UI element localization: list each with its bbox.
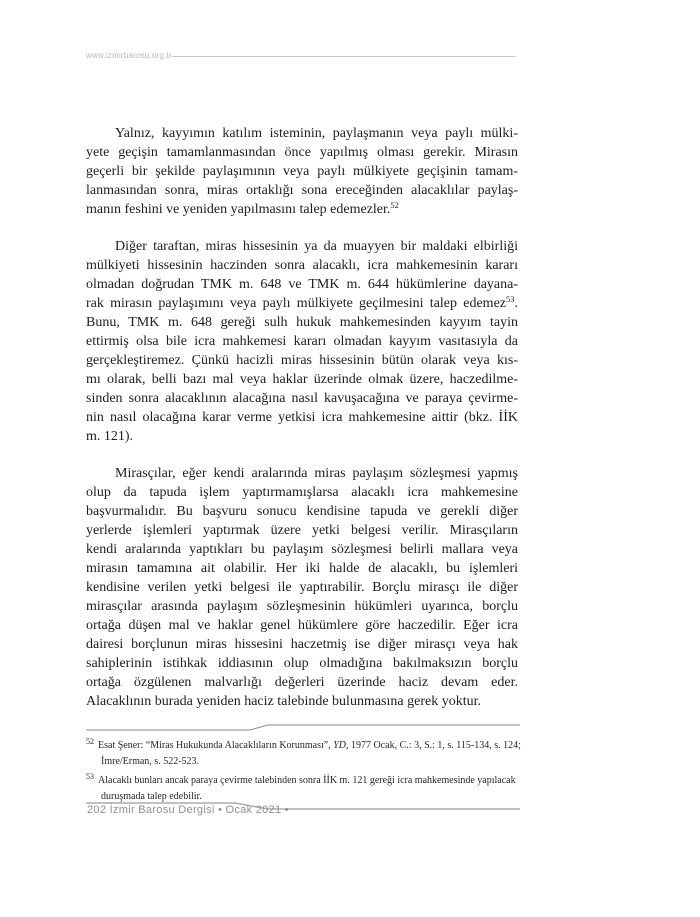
text-segment: Alacaklının burada yeniden haciz talebinde bulunmasına gerek yoktur. — [86, 694, 481, 709]
text-segment: ortağa düşen mal ve haklar genel hükümlere göre haczedilir. Eğer icra — [86, 618, 518, 633]
paragraph — [86, 237, 518, 446]
text-line — [86, 332, 518, 351]
text-line — [86, 294, 518, 313]
footnote-number: 52 — [86, 737, 94, 746]
text-line — [86, 483, 518, 502]
text-segment: başvurmalıdır. Bu başvuru sonucu kendisine tapuda ve gerekli diğer — [86, 504, 518, 519]
text-line — [86, 370, 518, 389]
text-line — [86, 200, 518, 219]
text-segment: rak mirasın paylaşımını veya paylı mülkiyete geçilmesini talep edemez — [86, 296, 506, 311]
text-line — [86, 521, 518, 540]
text-segment: kendisine verilen yetki belgesi ile yaptırabilir. Borçlu mirasçı ile diğer — [86, 580, 518, 595]
text-segment: mirasın tamamına ait olabilir. Her iki halde de alacaklı, bu işlemleri — [86, 561, 518, 576]
paragraph — [86, 464, 518, 711]
text-segment: mı olarak, belli bazı mal veya haklar üzerinde olmak üzere, haczedilme- — [86, 372, 518, 387]
text-segment: yete geçişin tamamlanmasından önce yapılmış olması gerekir. Mirasın — [86, 145, 518, 160]
text-line — [86, 143, 518, 162]
text-line — [86, 616, 518, 635]
journal-url: www.izmirbarosu.org.tr — [86, 51, 172, 60]
text-segment: dairesi borçlunun miras hissesini haczetmiş ise diğer mirasçı veya hak — [86, 637, 518, 652]
text-segment: gerçekleştiremez. Çünkü hacizli miras hissesinin bütün olarak veya kıs- — [86, 353, 518, 368]
text-segment: manın feshini ve yeniden yapılmasını talep edemezler. — [86, 202, 391, 217]
text-line — [86, 464, 518, 483]
text-segment: mülkiyeti hissesinin haczinden sonra alacaklı, icra mahkemesinin kararı — [86, 258, 518, 273]
text-segment: kendi aralarında yaptıkları bu paylaşım sözleşmesi belirli mallara veya — [86, 542, 518, 557]
text-segment: olup da tapuda işlem yaptırmamışlarsa alacaklı icra mahkemesine — [86, 485, 518, 500]
text-segment: Esat Şener: “Miras Hukukunda Alacaklıların Korunması”, — [98, 740, 334, 751]
text-line — [86, 673, 518, 692]
text-segment: geçerli bir şekilde paylaşımının veya paylı mülkiyete geçişinin tamam- — [86, 164, 518, 179]
text-segment: lanmasından sonra, miras ortaklığı sona ereceğinden alacaklılar paylaş- — [86, 183, 518, 198]
text-segment: Alacaklı bunları ancak paraya çevirme talebinden sonra İİK m. 121 gereği icra mahkemesinde yapılacak — [98, 775, 516, 786]
text-segment: mirasçılar arasında paylaşım sözleşmesinin hükümleri uyarınca, borçlu — [86, 599, 518, 614]
footnote-number: 53 — [86, 772, 94, 781]
text-segment: nin nasıl olacağına karar verme yetkisi icra mahkemesine aittir (bkz. İİK — [86, 410, 518, 425]
italic-text: YD — [333, 740, 347, 751]
text-segment: m. 121). — [86, 429, 134, 444]
text-segment: İmre/Erman, s. 522-523. — [101, 755, 200, 767]
footnote-line — [86, 773, 556, 789]
text-line — [86, 313, 518, 332]
text-line — [86, 275, 518, 294]
text-segment: ortağa özgülenen malvarlığı değerleri üzerinde haciz devam eder. — [86, 675, 518, 690]
text-line — [86, 635, 518, 654]
text-line — [86, 502, 518, 521]
text-segment: duruşmada talep edebilir. — [101, 790, 202, 802]
text-segment: sinden sonra alacaklının alacağına nasıl kavuşacağına ve paraya çevirme- — [86, 391, 518, 406]
text-line — [86, 427, 518, 446]
paragraph — [86, 124, 518, 219]
footnote-line — [86, 738, 556, 754]
text-line — [86, 124, 518, 143]
footnote-separator-line — [86, 725, 520, 730]
text-line — [86, 389, 518, 408]
text-segment: Bunu, TMK m. 648 gereği sulh hukuk mahkemesinden kayyım tayin — [86, 315, 518, 330]
text-line — [86, 597, 518, 616]
text-line — [86, 237, 518, 256]
text-line — [86, 540, 518, 559]
text-segment: , 1977 Ocak, C.: 3, S.: 1, s. 115-134, s. 124; — [346, 740, 521, 751]
text-line — [86, 559, 518, 578]
text-segment: olmadan doğrudan TMK m. 648 ve TMK m. 644 hükümlerine dayana- — [86, 277, 518, 292]
text-segment: Yalnız, kayyımın katılım isteminin, paylaşmanın veya paylı mülki- — [115, 126, 518, 141]
text-segment: . — [514, 296, 518, 311]
text-segment: sahiplerinin istihkak iddiasının olup olmadığına bakılmaksızın borçlu — [86, 656, 518, 671]
text-line — [86, 162, 518, 181]
header-rule — [172, 56, 516, 57]
text-segment: yerlerde işlemleri yaptırmak üzere yetki belgesi verilir. Mirasçıların — [86, 523, 518, 538]
footnote — [86, 738, 556, 769]
text-line — [86, 351, 518, 370]
text-line — [86, 654, 518, 673]
text-line — [86, 408, 518, 427]
text-segment: ettirmiş olsa bile icra mahkemesi kararı olmadan kayyım vasıtasıyla da — [86, 334, 518, 349]
text-line — [86, 256, 518, 275]
text-segment: Diğer taraftan, miras hissesinin ya da muayyen bir maldaki elbirliği — [115, 239, 518, 254]
text-line — [86, 692, 518, 711]
text-segment: Mirasçılar, eğer kendi aralarında miras paylaşım sözleşmesi yapmış — [115, 466, 518, 481]
page-header — [86, 51, 516, 60]
article-body — [86, 124, 518, 729]
footnote-separator — [86, 720, 538, 734]
footnote-reference: 53 — [506, 294, 515, 304]
footnote-reference: 52 — [390, 200, 399, 210]
page-footer: 202 İzmir Barosu Dergisi • Ocak 2021 • — [87, 804, 289, 816]
text-line — [86, 181, 518, 200]
text-line — [86, 578, 518, 597]
footnote-line — [86, 754, 556, 770]
